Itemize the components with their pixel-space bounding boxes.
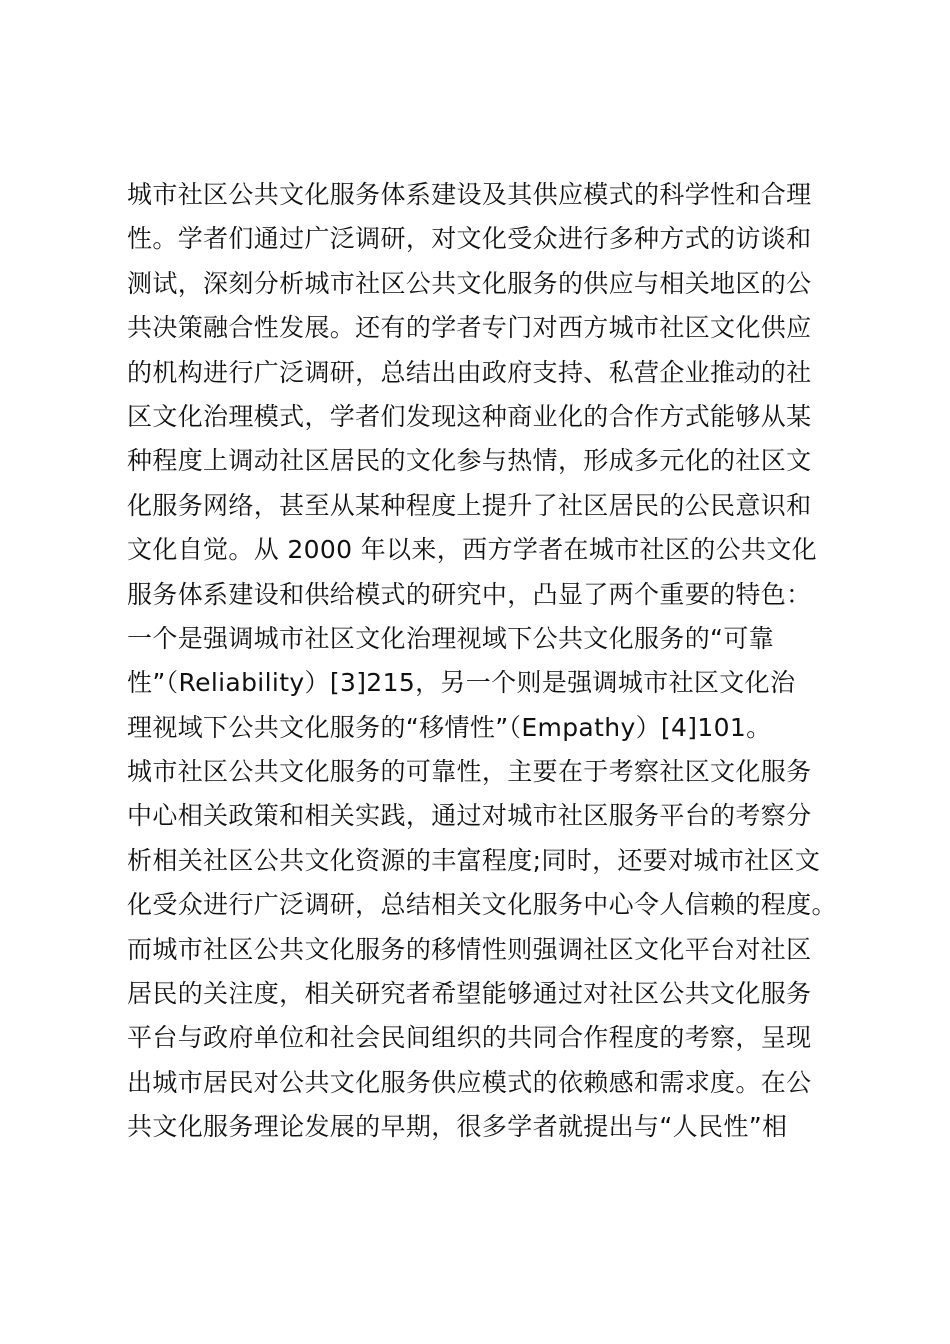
text-line-2: 性。学者们通过广泛调研，对文化受众进行多种方式的访谈和 bbox=[127, 224, 812, 254]
text-line-15: 中心相关政策和相关实践，通过对城市社区服务平台的考察分 bbox=[127, 801, 812, 831]
text-line-3: 测试，深刻分析城市社区公共文化服务的供应与相关地区的公 bbox=[127, 268, 812, 298]
text-line-6: 区文化治理模式，学者们发现这种商业化的合作方式能够从某 bbox=[127, 401, 812, 431]
text-line-18: 而城市社区公共文化服务的移情性则强调社区文化平台对社区 bbox=[127, 934, 812, 964]
text-line-19: 居民的关注度，相关研究者希望能够通过对社区公共文化服务 bbox=[127, 979, 812, 1009]
text-line-11: 一个是强调城市社区文化治理视域下公共文化服务的“可靠 bbox=[127, 623, 775, 653]
text-line-10: 服务体系建设和供给模式的研究中，凸显了两个重要的特色： bbox=[127, 579, 812, 609]
text-line-13: 理视域下公共文化服务的“移情性”（Empathy）[4]101。 bbox=[127, 712, 772, 742]
text-line-20: 平台与政府单位和社会民间组织的共同合作程度的考察，呈现 bbox=[127, 1023, 812, 1053]
text-line-8: 化服务网络，甚至从某种程度上提升了社区居民的公民意识和 bbox=[127, 490, 812, 520]
text-line-1: 城市社区公共文化服务体系建设及其供应模式的科学性和合理 bbox=[127, 180, 812, 209]
text-line-14: 城市社区公共文化服务的可靠性，主要在于考察社区文化服务 bbox=[127, 757, 812, 787]
text-line-12: 性”（Reliability）[3]215，另一个则是强调城市社区文化治 bbox=[127, 668, 796, 698]
text-line-21: 出城市居民对公共文化服务供应模式的依赖感和需求度。在公 bbox=[127, 1067, 812, 1097]
body-paragraph bbox=[127, 173, 847, 1150]
text-line-4: 共决策融合性发展。还有的学者专门对西方城市社区文化供应 bbox=[127, 313, 812, 343]
text-line-16: 析相关社区公共文化资源的丰富程度;同时，还要对城市社区文 bbox=[127, 845, 821, 875]
text-line-17: 化受众进行广泛调研，总结相关文化服务中心令人信赖的程度。 bbox=[127, 890, 837, 920]
text-line-22: 共文化服务理论发展的早期，很多学者就提出与“人民性”相 bbox=[127, 1112, 788, 1142]
text-line-9: 文化自觉。从 2000 年以来，西方学者在城市社区的公共文化 bbox=[127, 535, 818, 565]
text-line-7: 种程度上调动社区居民的文化参与热情，形成多元化的社区文 bbox=[127, 446, 812, 476]
text-line-5: 的机构进行广泛调研，总结出由政府支持、私营企业推动的社 bbox=[127, 357, 812, 387]
